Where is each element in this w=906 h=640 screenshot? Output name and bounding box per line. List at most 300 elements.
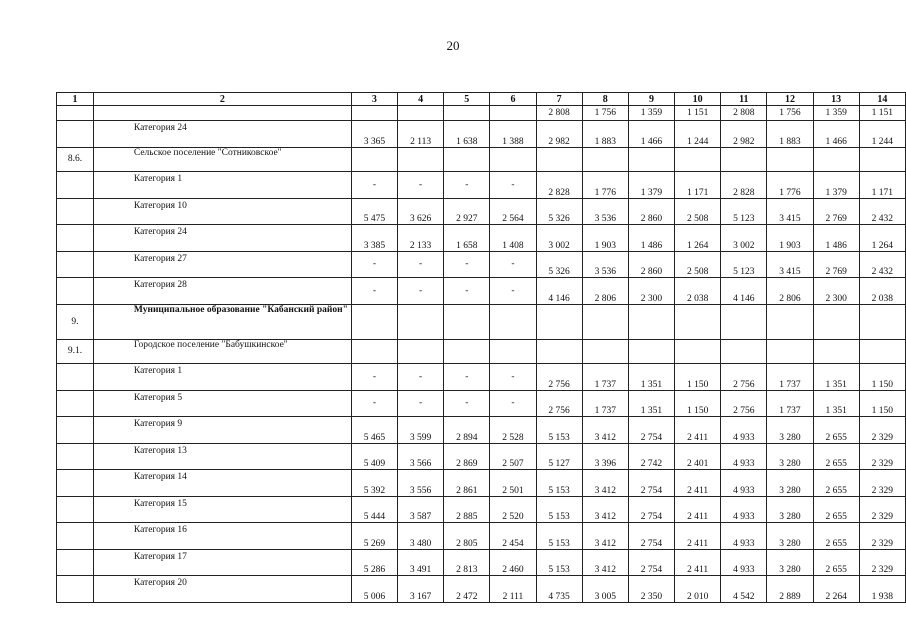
value-cell [490, 147, 536, 172]
value-cell: 3 415 [767, 198, 813, 225]
value-cell: 1 171 [859, 172, 905, 199]
value-cell: - [351, 172, 397, 199]
value-cell: 1 351 [628, 390, 674, 417]
value-cell [767, 304, 813, 339]
value-cell: 5 153 [536, 496, 582, 523]
value-cell: - [490, 278, 536, 305]
value-cell: 1 486 [813, 225, 859, 252]
value-cell: - [398, 172, 444, 199]
value-cell [490, 304, 536, 339]
value-cell [859, 147, 905, 172]
table-row [57, 390, 906, 417]
value-cell: 2 507 [490, 443, 536, 470]
value-cell: 3 385 [351, 225, 397, 252]
value-cell: 2 754 [628, 496, 674, 523]
value-cell: 3 002 [721, 225, 767, 252]
settlement-name: Городское поселение "Бабушкинское" [93, 339, 351, 364]
value-cell: 2 329 [859, 417, 905, 444]
value-cell: 5 269 [351, 523, 397, 550]
value-cell: 4 933 [721, 417, 767, 444]
value-cell: 1 150 [675, 364, 721, 391]
value-cell [398, 147, 444, 172]
value-cell: 1 264 [859, 225, 905, 252]
value-cell: 2 501 [490, 470, 536, 497]
value-cell: 2 432 [859, 198, 905, 225]
table-row [57, 364, 906, 391]
category-name: Категория 9 [93, 417, 351, 444]
value-cell: 2 038 [675, 278, 721, 305]
value-cell: 2 806 [767, 278, 813, 305]
row-number: 8.6. [57, 147, 94, 172]
value-cell [582, 147, 628, 172]
value-cell: 3 167 [398, 576, 444, 603]
value-cell: 1 150 [675, 390, 721, 417]
table-cell: 1 151 [675, 106, 721, 121]
value-cell: - [444, 390, 490, 417]
value-cell: 2 756 [536, 364, 582, 391]
value-cell: 3 412 [582, 470, 628, 497]
value-cell: 2 113 [398, 121, 444, 148]
value-cell: 2 460 [490, 549, 536, 576]
table-cell [57, 106, 94, 121]
table-row [57, 549, 906, 576]
table-row [57, 470, 906, 497]
category-name: Категория 16 [93, 523, 351, 550]
table-row [57, 172, 906, 199]
value-cell: 1 903 [582, 225, 628, 252]
value-cell: 3 280 [767, 443, 813, 470]
value-cell: 5 326 [536, 198, 582, 225]
table-cell [398, 106, 444, 121]
table-row [57, 417, 906, 444]
value-cell: 1 466 [813, 121, 859, 148]
value-cell: 3 536 [582, 198, 628, 225]
value-cell: 1 776 [582, 172, 628, 199]
value-cell: - [490, 251, 536, 278]
value-cell: 2 133 [398, 225, 444, 252]
row-number [57, 470, 94, 497]
value-cell: 2 329 [859, 496, 905, 523]
value-cell: 3 412 [582, 523, 628, 550]
column-number-header: 11 [721, 93, 767, 106]
row-number [57, 364, 94, 391]
value-cell: 2 860 [628, 251, 674, 278]
value-cell: 3 280 [767, 523, 813, 550]
value-cell [767, 339, 813, 364]
value-cell: 3 536 [582, 251, 628, 278]
table-cell: 1 756 [582, 106, 628, 121]
column-number-header: 13 [813, 93, 859, 106]
value-cell: 2 894 [444, 417, 490, 444]
value-cell: 3 480 [398, 523, 444, 550]
value-cell: 1 244 [675, 121, 721, 148]
value-cell [721, 304, 767, 339]
value-cell: 2 769 [813, 198, 859, 225]
table-row [57, 523, 906, 550]
value-cell: - [444, 172, 490, 199]
value-cell: 3 412 [582, 496, 628, 523]
value-cell [675, 304, 721, 339]
value-cell: 2 411 [675, 417, 721, 444]
value-cell: 3 626 [398, 198, 444, 225]
value-cell: - [398, 251, 444, 278]
value-cell: 2 889 [767, 576, 813, 603]
value-cell: 1 486 [628, 225, 674, 252]
value-cell: 5 123 [721, 198, 767, 225]
table-row [57, 339, 906, 364]
value-cell: 1 150 [859, 390, 905, 417]
table-cell: 1 151 [859, 106, 905, 121]
value-cell: 5 475 [351, 198, 397, 225]
value-cell: 1 466 [628, 121, 674, 148]
page-number: 20 [446, 38, 460, 53]
value-cell [444, 147, 490, 172]
table-cell: 2 808 [721, 106, 767, 121]
value-cell: 2 329 [859, 470, 905, 497]
value-cell [628, 304, 674, 339]
value-cell: - [490, 172, 536, 199]
value-cell [813, 339, 859, 364]
value-cell [536, 147, 582, 172]
value-cell [582, 304, 628, 339]
row-number [57, 549, 94, 576]
value-cell: 2 432 [859, 251, 905, 278]
value-cell: 1 244 [859, 121, 905, 148]
table-cell: 1 756 [767, 106, 813, 121]
category-name: Категория 28 [93, 278, 351, 305]
column-number-header: 6 [490, 93, 536, 106]
value-cell [351, 339, 397, 364]
category-name: Категория 1 [93, 172, 351, 199]
column-number-header: 1 [57, 93, 94, 106]
value-cell: 3 599 [398, 417, 444, 444]
value-cell: 2 885 [444, 496, 490, 523]
value-cell: 1 737 [582, 390, 628, 417]
value-cell: 5 127 [536, 443, 582, 470]
value-cell: 2 655 [813, 443, 859, 470]
value-cell: 2 010 [675, 576, 721, 603]
value-cell: 2 111 [490, 576, 536, 603]
row-number [57, 496, 94, 523]
value-cell: 3 005 [582, 576, 628, 603]
value-cell: 2 411 [675, 549, 721, 576]
value-cell [444, 339, 490, 364]
value-cell: 5 153 [536, 417, 582, 444]
value-cell: 2 508 [675, 251, 721, 278]
value-cell: 2 520 [490, 496, 536, 523]
value-cell: 5 006 [351, 576, 397, 603]
value-cell: 5 123 [721, 251, 767, 278]
table-header-row [57, 93, 906, 106]
value-cell [813, 147, 859, 172]
value-cell: 2 754 [628, 523, 674, 550]
row-number [57, 121, 94, 148]
row-number [57, 172, 94, 199]
value-cell: 1 351 [628, 364, 674, 391]
value-cell: 2 860 [628, 198, 674, 225]
value-cell [675, 339, 721, 364]
value-cell: 2 828 [536, 172, 582, 199]
value-cell: - [351, 390, 397, 417]
row-number [57, 198, 94, 225]
value-cell: 4 542 [721, 576, 767, 603]
value-cell: 2 655 [813, 417, 859, 444]
value-cell: 3 002 [536, 225, 582, 252]
value-cell: 3 491 [398, 549, 444, 576]
value-cell: 2 756 [721, 364, 767, 391]
value-cell: 3 587 [398, 496, 444, 523]
value-cell [859, 304, 905, 339]
value-cell: 2 982 [536, 121, 582, 148]
value-cell: 5 465 [351, 417, 397, 444]
value-cell: 2 869 [444, 443, 490, 470]
category-name: Категория 1 [93, 364, 351, 391]
value-cell: 2 769 [813, 251, 859, 278]
value-cell: 2 264 [813, 576, 859, 603]
row-number [57, 417, 94, 444]
value-cell: 1 638 [444, 121, 490, 148]
category-name: Категория 27 [93, 251, 351, 278]
value-cell [813, 304, 859, 339]
value-cell: 1 351 [813, 364, 859, 391]
value-cell: - [398, 278, 444, 305]
value-cell: 3 556 [398, 470, 444, 497]
value-cell: - [351, 278, 397, 305]
value-cell [351, 304, 397, 339]
value-cell: - [444, 251, 490, 278]
value-cell: 2 756 [536, 390, 582, 417]
value-cell: 3 415 [767, 251, 813, 278]
value-cell: 1 658 [444, 225, 490, 252]
value-cell: 2 401 [675, 443, 721, 470]
row-number [57, 251, 94, 278]
value-cell: 4 735 [536, 576, 582, 603]
value-cell: 2 411 [675, 523, 721, 550]
value-cell: 1 737 [767, 364, 813, 391]
value-cell: 3 396 [582, 443, 628, 470]
table-row [57, 121, 906, 148]
value-cell [582, 339, 628, 364]
value-cell: 1 150 [859, 364, 905, 391]
value-cell [628, 339, 674, 364]
value-cell: 5 153 [536, 523, 582, 550]
value-cell: 4 933 [721, 523, 767, 550]
value-cell: 4 146 [721, 278, 767, 305]
table-cell [351, 106, 397, 121]
value-cell: 2 754 [628, 417, 674, 444]
value-cell [398, 304, 444, 339]
value-cell [351, 147, 397, 172]
value-cell: 1 883 [767, 121, 813, 148]
column-number-header: 2 [93, 93, 351, 106]
table-row [57, 443, 906, 470]
value-cell: 1 379 [813, 172, 859, 199]
column-number-header: 3 [351, 93, 397, 106]
value-cell: 1 938 [859, 576, 905, 603]
row-number: 9. [57, 304, 94, 339]
value-cell: 2 454 [490, 523, 536, 550]
value-cell: 1 776 [767, 172, 813, 199]
value-cell [444, 304, 490, 339]
value-cell: 2 982 [721, 121, 767, 148]
value-cell: 3 280 [767, 549, 813, 576]
value-cell: 1 737 [582, 364, 628, 391]
category-name: Категория 15 [93, 496, 351, 523]
value-cell [675, 147, 721, 172]
value-cell: 2 756 [721, 390, 767, 417]
value-cell: 5 392 [351, 470, 397, 497]
value-cell [721, 147, 767, 172]
value-cell: 2 300 [628, 278, 674, 305]
value-cell: 2 742 [628, 443, 674, 470]
value-cell: 2 828 [721, 172, 767, 199]
row-number [57, 390, 94, 417]
category-name: Категория 13 [93, 443, 351, 470]
value-cell: 3 412 [582, 549, 628, 576]
value-cell: 1 883 [582, 121, 628, 148]
value-cell: 3 412 [582, 417, 628, 444]
category-name: Категория 10 [93, 198, 351, 225]
column-number-header: 4 [398, 93, 444, 106]
column-number-header: 5 [444, 93, 490, 106]
category-name: Категория 24 [93, 225, 351, 252]
value-cell: 2 564 [490, 198, 536, 225]
value-cell: 3 280 [767, 417, 813, 444]
continuation-row [57, 106, 906, 121]
value-cell: 1 388 [490, 121, 536, 148]
category-name: Категория 24 [93, 121, 351, 148]
column-number-header: 14 [859, 93, 905, 106]
value-cell: 2 411 [675, 496, 721, 523]
value-cell [628, 147, 674, 172]
value-cell: 5 409 [351, 443, 397, 470]
table-row [57, 147, 906, 172]
value-cell: 2 655 [813, 549, 859, 576]
value-cell: 5 153 [536, 470, 582, 497]
value-cell: 2 927 [444, 198, 490, 225]
value-cell: 1 408 [490, 225, 536, 252]
value-cell: 2 038 [859, 278, 905, 305]
row-number [57, 523, 94, 550]
value-cell: - [444, 278, 490, 305]
value-cell: 2 805 [444, 523, 490, 550]
value-cell: - [444, 364, 490, 391]
value-cell: 2 329 [859, 523, 905, 550]
value-cell [859, 339, 905, 364]
value-cell [536, 304, 582, 339]
row-number [57, 576, 94, 603]
table-row [57, 278, 906, 305]
value-cell: 3 566 [398, 443, 444, 470]
category-name: Категория 14 [93, 470, 351, 497]
value-cell: 4 146 [536, 278, 582, 305]
table-cell [93, 106, 351, 121]
column-number-header: 12 [767, 93, 813, 106]
value-cell: 4 933 [721, 496, 767, 523]
value-cell [536, 339, 582, 364]
table-row [57, 576, 906, 603]
value-cell: 2 655 [813, 523, 859, 550]
value-cell: 5 326 [536, 251, 582, 278]
column-number-header: 7 [536, 93, 582, 106]
value-cell: 2 508 [675, 198, 721, 225]
value-cell: 2 300 [813, 278, 859, 305]
table-cell: 1 359 [813, 106, 859, 121]
value-cell: - [490, 390, 536, 417]
row-number: 9.1. [57, 339, 94, 364]
value-cell: 2 861 [444, 470, 490, 497]
value-cell [398, 339, 444, 364]
row-number [57, 443, 94, 470]
value-cell: - [398, 364, 444, 391]
value-cell: 2 655 [813, 470, 859, 497]
value-cell: 5 444 [351, 496, 397, 523]
value-cell: 3 280 [767, 496, 813, 523]
row-number [57, 278, 94, 305]
value-cell [721, 339, 767, 364]
value-cell [490, 339, 536, 364]
value-cell: 2 806 [582, 278, 628, 305]
value-cell: 5 286 [351, 549, 397, 576]
value-cell: 1 379 [628, 172, 674, 199]
value-cell: 2 655 [813, 496, 859, 523]
value-cell: 2 329 [859, 549, 905, 576]
value-cell: 2 472 [444, 576, 490, 603]
table-row [57, 251, 906, 278]
value-cell: 1 737 [767, 390, 813, 417]
value-cell: 4 933 [721, 443, 767, 470]
value-cell: 1 903 [767, 225, 813, 252]
value-cell: 4 933 [721, 470, 767, 497]
table-cell [444, 106, 490, 121]
municipality-name: Муниципальное образование "Кабанский район" [93, 304, 351, 339]
value-cell: 2 350 [628, 576, 674, 603]
value-cell: 2 411 [675, 470, 721, 497]
value-cell: 1 351 [813, 390, 859, 417]
column-number-header: 10 [675, 93, 721, 106]
column-number-header: 8 [582, 93, 628, 106]
value-cell: - [351, 364, 397, 391]
value-cell: 1 171 [675, 172, 721, 199]
value-cell: 2 813 [444, 549, 490, 576]
value-cell: 2 754 [628, 549, 674, 576]
column-number-header: 9 [628, 93, 674, 106]
table-cell: 2 808 [536, 106, 582, 121]
value-cell: 2 528 [490, 417, 536, 444]
value-cell [767, 147, 813, 172]
table-row [57, 496, 906, 523]
value-cell: 4 933 [721, 549, 767, 576]
table-row [57, 304, 906, 339]
value-cell: - [351, 251, 397, 278]
value-cell: 5 153 [536, 549, 582, 576]
value-cell: - [398, 390, 444, 417]
category-name: Категория 20 [93, 576, 351, 603]
value-cell: 3 280 [767, 470, 813, 497]
settlement-name: Сельское поселение "Сотниковское" [93, 147, 351, 172]
table-cell [490, 106, 536, 121]
table-row [57, 225, 906, 252]
row-number [57, 225, 94, 252]
table-row [57, 198, 906, 225]
value-cell: 2 754 [628, 470, 674, 497]
table-cell: 1 359 [628, 106, 674, 121]
value-cell: 3 365 [351, 121, 397, 148]
category-name: Категория 5 [93, 390, 351, 417]
value-cell: - [490, 364, 536, 391]
category-name: Категория 17 [93, 549, 351, 576]
value-cell: 1 264 [675, 225, 721, 252]
